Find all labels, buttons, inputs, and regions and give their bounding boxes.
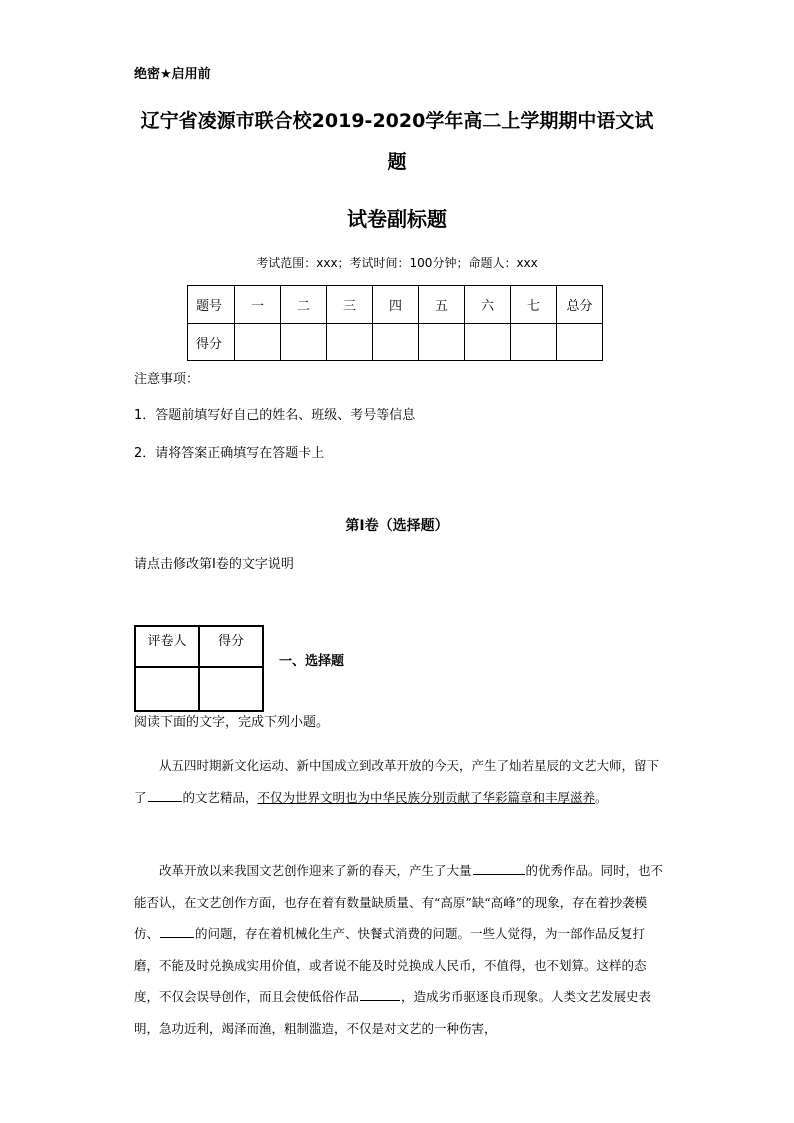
- passage-paragraph: [134, 855, 664, 1044]
- score-cell: [235, 324, 281, 361]
- exam-title-line2: 题: [387, 151, 407, 173]
- score-column-header: 七: [511, 286, 557, 324]
- note-item: 1．答题前填写好自己的姓名、班级、考号等信息: [134, 408, 416, 423]
- grader-blank-row: [135, 667, 263, 711]
- passage-text: 改革开放以来我国文艺创作迎来了新的春天，产生了大量: [159, 863, 472, 878]
- grader-label: 评卷人: [135, 626, 199, 667]
- score-column-header: 四: [373, 286, 419, 324]
- score-table: [187, 285, 603, 361]
- passage-text: 从五四时期新文化运动、新中国成立到改革开放的今天，产生了灿若星辰的文艺大师，留下了: [134, 758, 660, 805]
- part1-title: 第I卷（选择题）: [345, 518, 449, 534]
- passage-text: 的问题，存在着机械化生产、快餐式消费的问题。一些人觉得，为一部作品反复打磨，不能及时兑换成实用价值，或者说不能及时兑换成人民币，不值得，也不划算。这样的态度，不仅会误导创作，而且会使低俗作品: [134, 926, 647, 1004]
- score-table-score-row: [188, 324, 603, 361]
- score-cell: [281, 324, 327, 361]
- passage-text: ，造成劣币驱逐良币现象。人类文艺发展史表明，急功近利，竭泽而渔，粗制滥造，不仅是对文艺的一种伤害，: [134, 989, 652, 1036]
- score-column-header: 三: [327, 286, 373, 324]
- underlined-sentence: 不仅为世界文明也为中华民族分别贡献了华彩篇章和丰厚滋养: [257, 789, 596, 805]
- grader-cell: [135, 667, 199, 711]
- score-column-header: 六: [465, 286, 511, 324]
- score-cell: [327, 324, 373, 361]
- passage-text: 的优秀作品。同时，也不能否认，在文艺创作方面，也存在着有数量缺质量、有“高原”缺“高峰”的现象，存在着抄袭模仿、: [134, 863, 664, 941]
- exam-info: 考试范围：xxx；考试时间：100分钟；命题人：xxx: [256, 256, 538, 270]
- score-cell: [511, 324, 557, 361]
- score-column-header: 总分: [557, 286, 603, 324]
- score-column-header: 一: [235, 286, 281, 324]
- secret-label: 绝密★启用前: [134, 67, 211, 82]
- section-title: 一、选择题: [279, 654, 345, 669]
- score-label: 得分: [188, 324, 235, 361]
- grader-header-row: [135, 626, 263, 667]
- fill-blank: [148, 789, 182, 802]
- exam-title-line1: 辽宁省凌源市联合校2019-2020学年高二上学期期中语文试: [140, 110, 654, 132]
- part1-instruction[interactable]: 请点击修改第I卷的文字说明: [134, 557, 294, 572]
- notes-heading: 注意事项：: [134, 372, 200, 387]
- grader-score-label: 得分: [199, 626, 263, 667]
- score-column-header: 五: [419, 286, 465, 324]
- score-column-header: 二: [281, 286, 327, 324]
- fill-blank: [360, 988, 400, 1001]
- passage-text: 的文艺精品，: [182, 789, 258, 805]
- fill-blank: [473, 862, 525, 875]
- score-cell: [373, 324, 419, 361]
- score-cell: [465, 324, 511, 361]
- question-number-label: 题号: [188, 286, 235, 324]
- passage-paragraph: [134, 750, 664, 813]
- score-table-header-row: [188, 286, 603, 324]
- read-instruction: 阅读下面的文字，完成下列小题。: [134, 715, 330, 730]
- passage-text: 。: [595, 789, 608, 805]
- grader-table: [134, 625, 264, 712]
- grader-cell: [199, 667, 263, 711]
- score-cell: [419, 324, 465, 361]
- fill-blank: [160, 925, 194, 938]
- exam-subtitle: 试卷副标题: [347, 207, 447, 231]
- note-item: 2．请将答案正确填写在答题卡上: [134, 446, 325, 461]
- score-cell: [557, 324, 603, 361]
